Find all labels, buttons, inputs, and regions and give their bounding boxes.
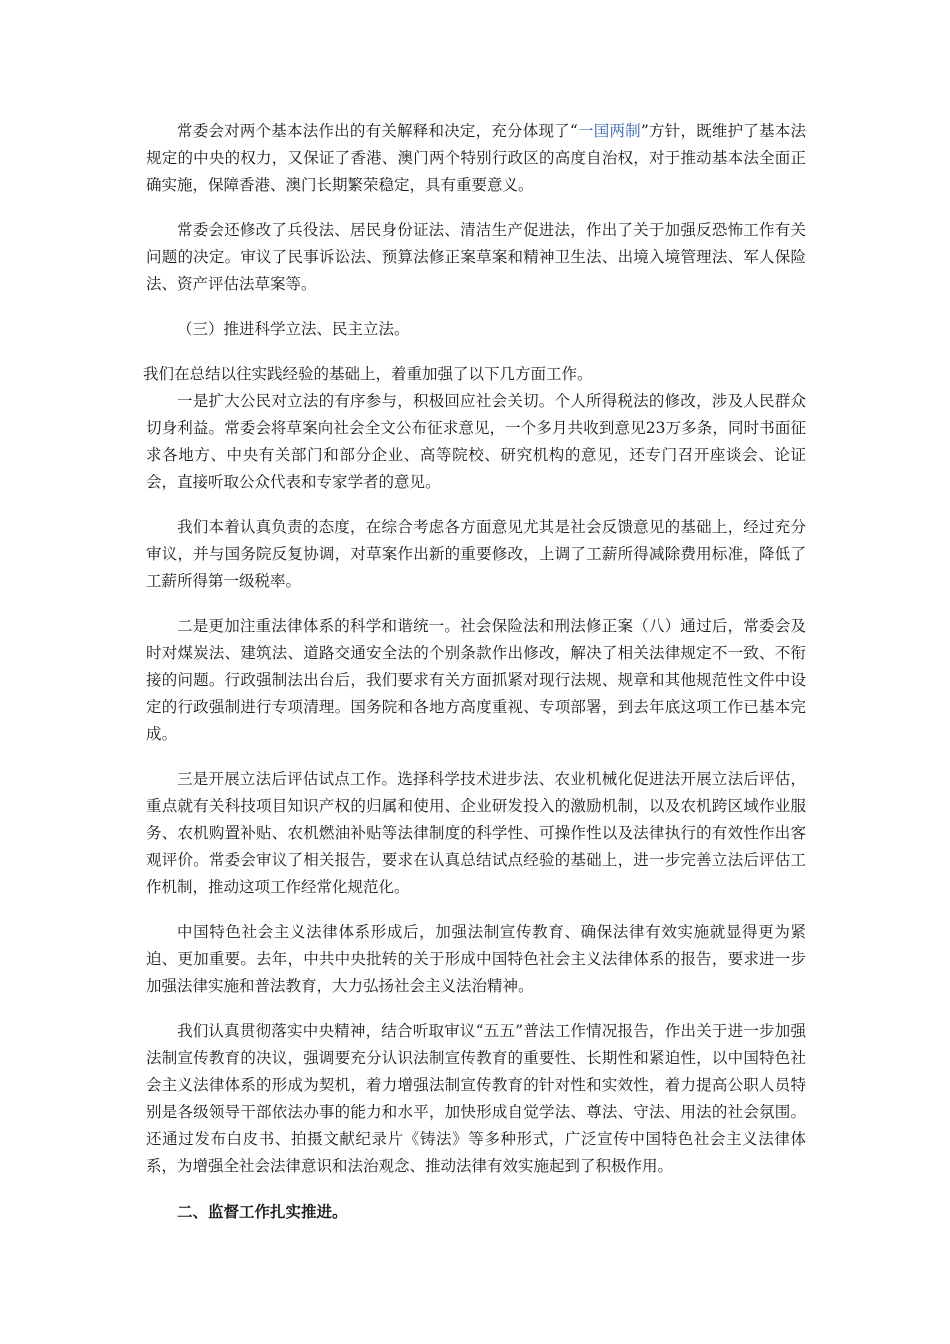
- paragraph-legal-education: 中国特色社会主义法律体系形成后，加强法制宣传教育、确保法律有效实施就显得更为紧迫、更加重要。去年，中共中央批转的关于形成中国特色社会主义法律体系的报告，要求进一步加强法律实施和普法教育，大力弘扬社会主义法治精神。: [146, 923, 806, 995]
- paragraph-intro-work: 我们在总结以往实践经验的基础上，着重加强了以下几方面工作。: [143, 365, 593, 383]
- paragraph-basic-law-interpretation: [146, 118, 806, 199]
- section-heading-supervision: 二、监督工作扎实推进。: [177, 1202, 348, 1221]
- document-body: [143, 118, 806, 1243]
- paragraph-public-participation: 一是扩大公民对立法的有序参与，积极回应社会关切。个人所得税法的修改，涉及人民群众切身利益。常委会将草案向社会全文公布征求意见，一个多月共收到意见23万多条，同时书面征求各地方、中央有关部门和部分企业、高等院校、研究机构的意见，还专门召开座谈会、论证会，直接听取公众代表和专家学者的意见。: [146, 392, 806, 491]
- paragraph-text-before-link: 常委会对两个基本法作出的有关解释和决定，充分体现了“: [177, 122, 578, 140]
- section-heading-scientific-legislation: （三）推进科学立法、民主立法。: [177, 320, 410, 338]
- paragraph-tax-revision: 我们本着认真负责的态度，在综合考虑各方面意见尤其是社会反馈意见的基础上，经过充分审议，并与国务院反复协调，对草案作出新的重要修改，上调了工薪所得减除费用标准，降低了工薪所得第一级税率。: [146, 518, 806, 590]
- paragraph-law-amendments: 常委会还修改了兵役法、居民身份证法、清洁生产促进法，作出了关于加强反恐怖工作有关问题的决定。审议了民事诉讼法、预算法修正案草案和精神卫生法、出境入境管理法、军人保险法、资产评估法草案等。: [146, 221, 806, 293]
- one-country-two-systems-link[interactable]: 一国两制: [577, 122, 641, 140]
- paragraph-text-after-link: ”方针，既维护了基本法规定的中央的权力，又保证了香港、澳门两个特别行政区的高度自治权，对于推动基本法全面正确实施，保障香港、澳门长期繁荣稳定，具有重要意义。: [146, 122, 806, 194]
- paragraph-legal-system-harmony: 二是更加注重法律体系的科学和谐统一。社会保险法和刑法修正案（八）通过后，常委会及时对煤炭法、建筑法、道路交通安全法的个别条款作出修改，解决了相关法律规定不一致、不衔接的问题。行政强制法出台后，我们要求有关方面抓紧对现行法规、规章和其他规范性文件中设定的行政强制进行专项清理。国务院和各地方高度重视、专项部署，到去年底这项工作已基本完成。: [146, 617, 806, 743]
- paragraph-central-spirit: 我们认真贯彻落实中央精神，结合听取审议“五五”普法工作情况报告，作出关于进一步加强法制宣传教育的决议，强调要充分认识法制宣传教育的重要性、长期性和紧迫性，以中国特色社会主义法律体系的形成为契机，着力增强法制宣传教育的针对性和实效性，着力提高公职人员特别是各级领导干部依法办事的能力和水平，加快形成自觉学法、尊法、守法、用法的社会氛围。还通过发布白皮书、拍摄文献纪录片《铸法》等多种形式，广泛宣传中国特色社会主义法律体系，为增强全社会法律意识和法治观念、推动法律有效实施起到了积极作用。: [146, 1022, 806, 1175]
- paragraph-post-legislation-evaluation: 三是开展立法后评估试点工作。选择科学技术进步法、农业机械化促进法开展立法后评估，重点就有关科技项目知识产权的归属和使用、企业研发投入的激励机制，以及农机跨区域作业服务、农机购置补贴、农机燃油补贴等法律制度的科学性、可操作性以及法律执行的有效性作出客观评价。常委会审议了相关报告，要求在认真总结试点经验的基础上，进一步完善立法后评估工作机制，推动这项工作经常化规范化。: [146, 770, 806, 896]
